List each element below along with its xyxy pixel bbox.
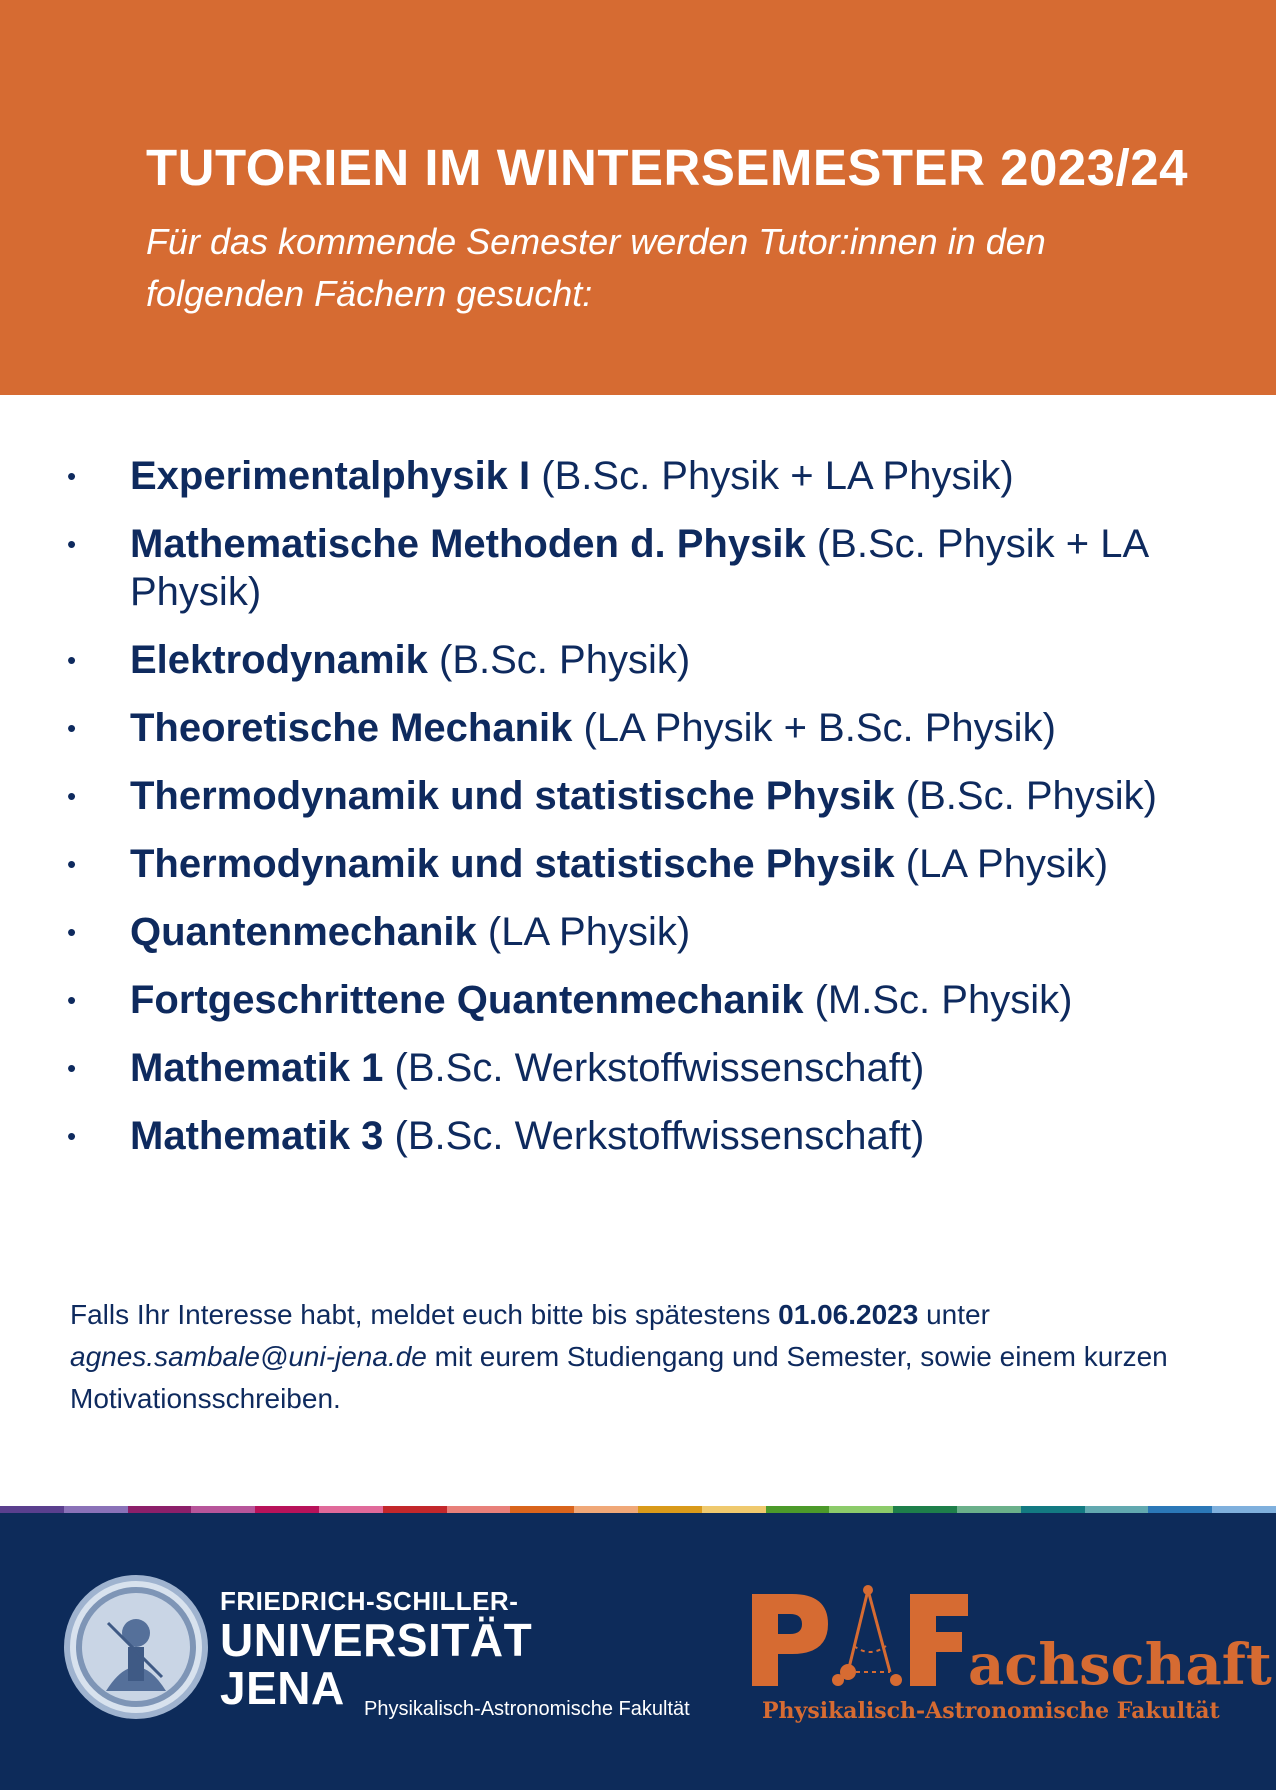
- course-subject: Thermodynamik und statistische Physik: [130, 842, 895, 886]
- course-subject: Mathematik 3: [130, 1114, 384, 1158]
- bullet-icon: •: [67, 917, 77, 947]
- course-program: (B.Sc. Physik): [905, 774, 1157, 818]
- deadline-date: 01.06.2023: [778, 1299, 919, 1330]
- course-program: (M.Sc. Physik): [814, 978, 1073, 1022]
- page-subtitle: Für das kommende Semester werden Tutor:innen in den folgenden Fächern gesucht:: [146, 221, 1046, 314]
- bullet-icon: •: [67, 461, 77, 491]
- list-item: [0, 908, 1276, 956]
- bullet-icon: •: [67, 713, 77, 743]
- list-item: [0, 772, 1276, 820]
- course-subject: Elektrodynamik: [130, 638, 428, 682]
- course-program: (LA Physik): [905, 842, 1109, 886]
- info-text-after: mit eurem Studiengang und Semester, sowie einem kurzen Motivationsschreiben.: [70, 1341, 1168, 1414]
- course-program: (B.Sc. Physik + LA Physik): [541, 454, 1014, 498]
- course-program: (B.Sc. Werkstoffwissenschaft): [394, 1046, 925, 1090]
- list-item: [0, 976, 1276, 1024]
- bullet-icon: •: [67, 529, 77, 559]
- footer-banner: [0, 1506, 1276, 1790]
- color-stripe: [0, 1506, 1276, 1513]
- course-list: [0, 452, 1276, 1180]
- list-item: [0, 704, 1276, 752]
- header-banner: [0, 0, 1276, 395]
- list-item: [0, 520, 1276, 616]
- bullet-icon: •: [67, 1121, 77, 1151]
- university-name-line2: UNIVERSITÄT: [220, 1614, 533, 1666]
- page-title: TUTORIEN IM WINTERSEMESTER 2023/24: [146, 139, 1188, 196]
- bullet-icon: •: [67, 985, 77, 1015]
- university-name-line3: JENA: [220, 1662, 345, 1714]
- application-info: [70, 1294, 1220, 1420]
- course-program: (B.Sc. Physik + LA Physik): [130, 522, 1147, 614]
- course-subject: Thermodynamik und statistische Physik: [130, 774, 895, 818]
- university-seal-icon: [62, 1573, 210, 1721]
- course-subject: Fortgeschrittene Quantenmechanik: [130, 978, 804, 1022]
- course-program: (B.Sc. Physik): [439, 638, 691, 682]
- bullet-icon: •: [67, 781, 77, 811]
- university-logo: [220, 1586, 690, 1720]
- contact-email[interactable]: agnes.sambale@uni-jena.de: [70, 1341, 427, 1372]
- list-item: [0, 840, 1276, 888]
- paf-logo-subtitle: Physikalisch-Astronomische Fakultät: [762, 1698, 1220, 1724]
- course-subject: Quantenmechanik: [130, 910, 477, 954]
- info-text-middle: unter: [926, 1299, 990, 1330]
- paf-fachschaft-logo: [750, 1576, 1272, 1726]
- course-subject: Experimentalphysik I: [130, 454, 531, 498]
- list-item: [0, 636, 1276, 684]
- bullet-icon: •: [67, 1053, 77, 1083]
- course-subject: Mathematische Methoden d. Physik: [130, 522, 806, 566]
- list-item: [0, 1044, 1276, 1092]
- bullet-icon: •: [67, 849, 77, 879]
- faculty-name: Physikalisch-Astronomische Fakultät: [364, 1698, 690, 1720]
- info-text-before: Falls Ihr Interesse habt, meldet euch bitte bis spätestens: [70, 1299, 771, 1330]
- svg-text:achschaft: achschaft: [968, 1632, 1272, 1698]
- list-item: [0, 1112, 1276, 1160]
- course-subject: Theoretische Mechanik: [130, 706, 573, 750]
- bullet-icon: •: [67, 645, 77, 675]
- course-subject: Mathematik 1: [130, 1046, 384, 1090]
- course-program: (B.Sc. Werkstoffwissenschaft): [394, 1114, 925, 1158]
- university-name-line1: FRIEDRICH-SCHILLER-: [220, 1586, 519, 1616]
- list-item: [0, 452, 1276, 500]
- course-program: (LA Physik): [487, 910, 691, 954]
- course-program: (LA Physik + B.Sc. Physik): [583, 706, 1056, 750]
